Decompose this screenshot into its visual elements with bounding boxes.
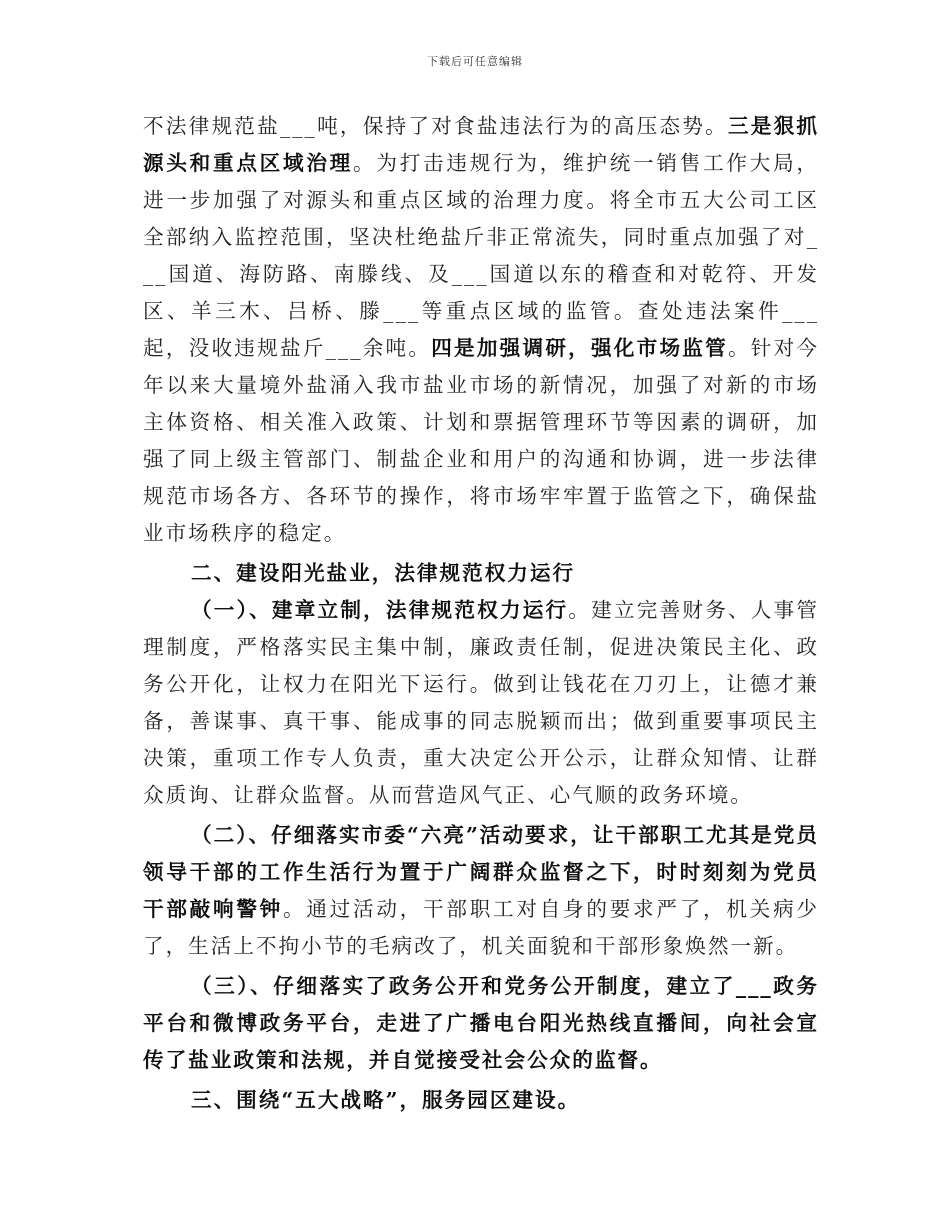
paragraph-3 xyxy=(143,817,819,965)
paragraph-2 xyxy=(143,592,819,814)
p3-text-1: 。通过活动，干部职工对自身的要求严了，机关病少了，生活上不拘小节的毛病改了，机关面貌和干部形象焕然一新。 xyxy=(143,897,819,958)
p1-bold-1: 三是狠抓源头和重点区域治理 xyxy=(143,114,820,175)
p4-bold-1: （三）、仔细落实了政务公开和党务公开制度，建立了___政务平台和微博政务平台，走进了广播电台阳光热线直播间，向社会宣传了盐业政策和法规，并自觉接受社会公众的监督。 xyxy=(143,974,819,1072)
p1-bold-2: 四是加强调研，强化市场监管 xyxy=(431,336,728,360)
p2-text-1: 。建立完善财务、人事管理制度，严格落实民主集中制，廉政责任制，促进决策民主化、政务公开化，让权力在阳光下运行。做到让钱花在刀刃上，让德才兼备，善谋事、真干事、能成事的同志脱颖而出；做到重要事项民主决策，重项工作专人负责，重大决定公开公示，让群众知情、让群众质询、让群众监督。从而营造风气正、心气顺的政务环境。 xyxy=(143,598,820,807)
p2-bold-1: （一）、建章立制，法律规范权力运行 xyxy=(191,598,569,622)
paragraph-1 xyxy=(143,108,819,552)
document-body xyxy=(143,108,819,1119)
p3-bold-1: （二）、仔细落实市委“六亮”活动要求，让干部职工尤其是党员领导干部的工作生活行为置于广阔群众监督之下，时时刻刻为党员干部敲响警钟 xyxy=(143,823,819,921)
paragraph-4 xyxy=(143,968,819,1079)
p1-text-1: 不法律规范盐___吨，保持了对食盐违法行为的高压态势。 xyxy=(143,114,728,138)
page-header: 下载后可任意编辑 xyxy=(427,55,523,68)
section-heading-3: 三、围绕“五大战略”，服务园区建设。 xyxy=(191,1088,581,1112)
p1-text-3: 。针对今年以来大量境外盐涌入我市盐业市场的新情况，加强了对新的市场主体资格、相关准入政策、计划和票据管理环节等因素的调研，加强了同上级主管部门、制盐企业和用户的沟通和协调，进一步法律规范市场各方、各环节的操作，将市场牢牢置于监管之下，确保盐业市场秩序的稳定。 xyxy=(143,336,820,545)
section-heading-2: 二、建设阳光盐业，法律规范权力运行 xyxy=(191,561,576,585)
p1-text-2: 。为打击违规行为，维护统一销售工作大局，进一步加强了对源头和重点区域的治理力度。将全市五大公司工区全部纳入监控范围，坚决杜绝盐斤非正常流失，同时重点加强了对___国道、海防路、南滕线、及___国道以东的稽查和对乾符、开发区、羊三木、吕桥、滕___等重点区域的监管。查处违法案件___起，没收违规盐斤___余吨。 xyxy=(143,151,820,360)
